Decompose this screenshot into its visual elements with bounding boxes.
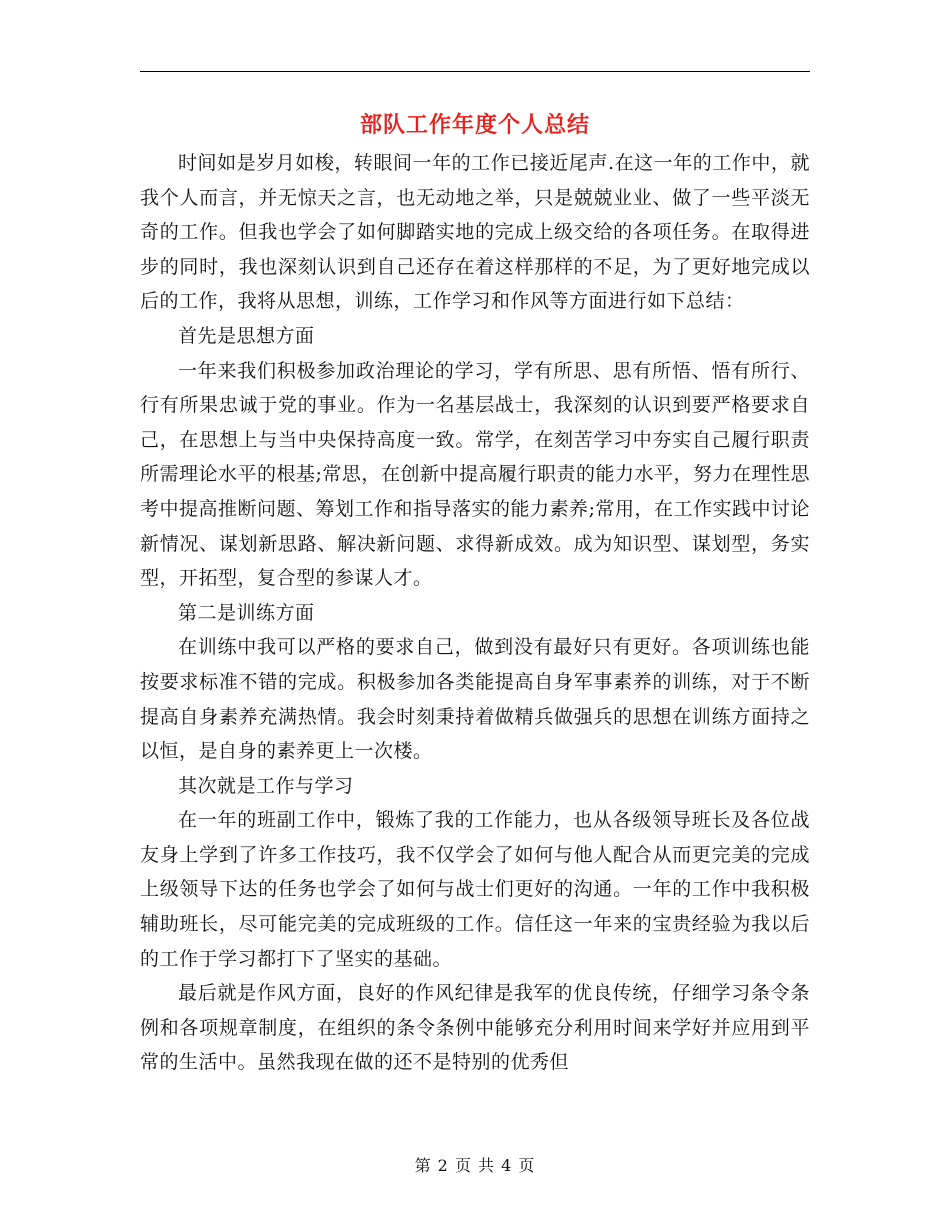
heading-thought: 首先是思想方面 <box>178 324 315 347</box>
document-title: 部队工作年度个人总结 <box>359 112 590 138</box>
paragraph-style: 最后就是作风方面，良好的作风纪律是我军的优良传统，仔细学习条令条例和各项规章制度，在组织的条令条例中能够充分利用时间来学好并应用到平常的生活中。虽然我现在做的还不是特别的优秀但 <box>140 982 810 1074</box>
heading-training: 第二是训练方面 <box>178 601 315 624</box>
paragraph-work-study: 在一年的班副工作中，锻炼了我的工作能力，也从各级领导班长及各位战友身上学到了许多工作技巧，我不仅学会了如何与他人配合从而更完美的完成上级领导下达的任务也学会了如何与战士们更好的沟通。一年的工作中我积极辅助班长，尽可能完美的完成班级的工作。信任这一年来的宝贵经验为我以后的工作于学习都打下了坚实的基础。 <box>140 809 810 970</box>
heading-work-study: 其次就是工作与学习 <box>178 774 354 797</box>
paragraph-thought: 一年来我们积极参加政治理论的学习，学有所思、思有所悟、悟有所行、行有所果忠诚于党的事业。作为一名基层战士，我深刻的认识到要严格要求自己，在思想上与当中央保持高度一致。常学，在刻苦学习中夯实自己履行职责所需理论水平的根基;常思，在创新中提高履行职责的能力水平，努力在理性思考中提高推断问题、筹划工作和指导落实的能力素养;常用，在工作实践中讨论新情况、谋划新思路、解决新问题、求得新成效。成为知识型、谋划型，务实型，开拓型，复合型的参谋人才。 <box>140 359 810 590</box>
header-rule <box>140 71 810 72</box>
paragraph-intro: 时间如是岁月如梭，转眼间一年的工作已接近尾声.在这一年的工作中，就我个人而言，并无惊天之言，也无动地之举，只是兢兢业业、做了一些平淡无奇的工作。但我也学会了如何脚踏实地的完成上级交给的各项任务。在取得进步的同时，我也深刻认识到自己还存在着这样那样的不足，为了更好地完成以后的工作，我将从思想，训练，工作学习和作风等方面进行如下总结： <box>140 152 810 313</box>
document-body <box>140 146 810 1080</box>
page-footer: 第 2 页 共 4 页 <box>414 1156 536 1175</box>
paragraph-training: 在训练中我可以严格的要求自己，做到没有最好只有更好。各项训练也能按要求标准不错的完成。积极参加各类能提高自身军事素养的训练，对于不断提高自身素养充满热情。我会时刻秉持着做精兵做强兵的思想在训练方面持之以恒，是自身的素养更上一次楼。 <box>140 636 810 763</box>
